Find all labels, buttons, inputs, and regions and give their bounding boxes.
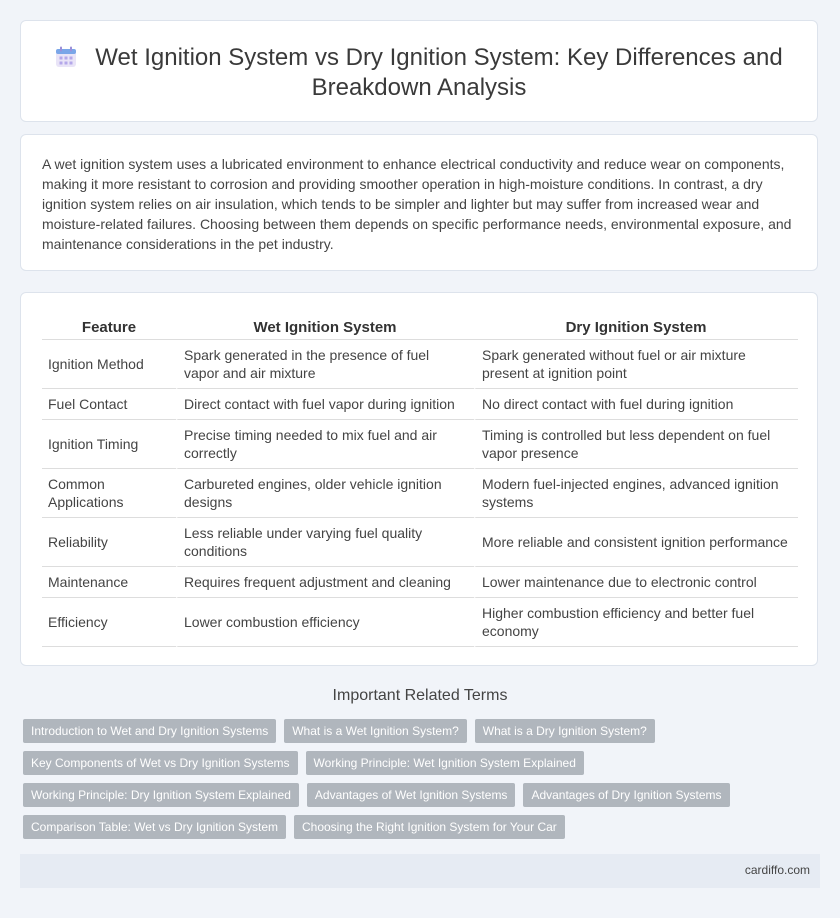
feature-cell: Efficiency — [42, 598, 176, 647]
page-title — [51, 43, 787, 103]
wet-cell: Precise timing needed to mix fuel and air correctly — [176, 420, 474, 469]
feature-cell: Common Applications — [42, 469, 176, 518]
related-tag[interactable]: Advantages of Dry Ignition Systems — [523, 783, 729, 807]
related-terms-tags — [23, 719, 823, 847]
related-tag[interactable]: Working Principle: Wet Ignition System Explained — [306, 751, 584, 775]
title-wrap — [21, 43, 817, 103]
dry-cell: No direct contact with fuel during ignition — [474, 389, 798, 420]
dry-cell: Lower maintenance due to electronic control — [474, 567, 798, 598]
table-row — [42, 598, 798, 647]
related-tag[interactable]: Working Principle: Dry Ignition System Explained — [23, 783, 299, 807]
related-tag[interactable]: Introduction to Wet and Dry Ignition Systems — [23, 719, 276, 743]
footer — [20, 854, 820, 888]
tag-row — [23, 751, 823, 783]
table-row — [42, 469, 798, 518]
dry-cell: Timing is controlled but less dependent on fuel vapor presence — [474, 420, 798, 469]
wet-cell: Carbureted engines, older vehicle ignition designs — [176, 469, 474, 518]
feature-cell: Reliability — [42, 518, 176, 567]
calendar-icon — [55, 46, 77, 68]
header-wet: Wet Ignition System — [176, 317, 474, 340]
tag-row — [23, 815, 823, 847]
tag-row — [23, 783, 823, 815]
table-row — [42, 340, 798, 389]
wet-cell: Direct contact with fuel vapor during ignition — [176, 389, 474, 420]
related-tag[interactable]: Comparison Table: Wet vs Dry Ignition System — [23, 815, 286, 839]
wet-cell: Lower combustion efficiency — [176, 598, 474, 647]
table-row — [42, 420, 798, 469]
dry-cell: Higher combustion efficiency and better fuel economy — [474, 598, 798, 647]
header-dry: Dry Ignition System — [474, 317, 798, 340]
table-row — [42, 389, 798, 420]
wet-cell: Spark generated in the presence of fuel vapor and air mixture — [176, 340, 474, 389]
title-card — [20, 20, 818, 122]
dry-cell: Modern fuel-injected engines, advanced ignition systems — [474, 469, 798, 518]
feature-cell: Ignition Timing — [42, 420, 176, 469]
related-tag[interactable]: Advantages of Wet Ignition Systems — [307, 783, 516, 807]
header-feature: Feature — [42, 317, 176, 340]
related-tag[interactable]: Key Components of Wet vs Dry Ignition Systems — [23, 751, 298, 775]
table-row — [42, 567, 798, 598]
related-terms-title: Important Related Terms — [332, 687, 508, 704]
page-title-text: Wet Ignition System vs Dry Ignition System: Key Differences and Breakdown Analysis — [95, 44, 783, 101]
dry-cell: More reliable and consistent ignition performance — [474, 518, 798, 567]
comparison-table — [42, 317, 798, 647]
table-row — [42, 518, 798, 567]
footer-site-link[interactable]: cardiffo.com — [744, 863, 810, 877]
feature-cell: Fuel Contact — [42, 389, 176, 420]
dry-cell: Spark generated without fuel or air mixture present at ignition point — [474, 340, 798, 389]
intro-paragraph: A wet ignition system uses a lubricated environment to enhance electrical conductivity and reduce wear on components, making it more resistant to corrosion and providing smoother operation in high-moisture conditions. In contrast, a dry ignition system relies on air insulation, which tends to be simpler and lighter but may suffer from increased wear and moisture-related failures. Choosing between them depends on specific performance needs, environmental exposure, and maintenance considerations in the pet industry. — [42, 156, 792, 252]
related-tag[interactable]: Choosing the Right Ignition System for Your Car — [294, 815, 565, 839]
related-tag[interactable]: What is a Wet Ignition System? — [284, 719, 467, 743]
feature-cell: Maintenance — [42, 567, 176, 598]
feature-cell: Ignition Method — [42, 340, 176, 389]
table-header-row — [42, 317, 798, 340]
tag-row — [23, 719, 823, 751]
intro-card — [20, 134, 818, 271]
comparison-table-card — [20, 292, 818, 666]
related-tag[interactable]: What is a Dry Ignition System? — [475, 719, 655, 743]
wet-cell: Requires frequent adjustment and cleaning — [176, 567, 474, 598]
wet-cell: Less reliable under varying fuel quality conditions — [176, 518, 474, 567]
